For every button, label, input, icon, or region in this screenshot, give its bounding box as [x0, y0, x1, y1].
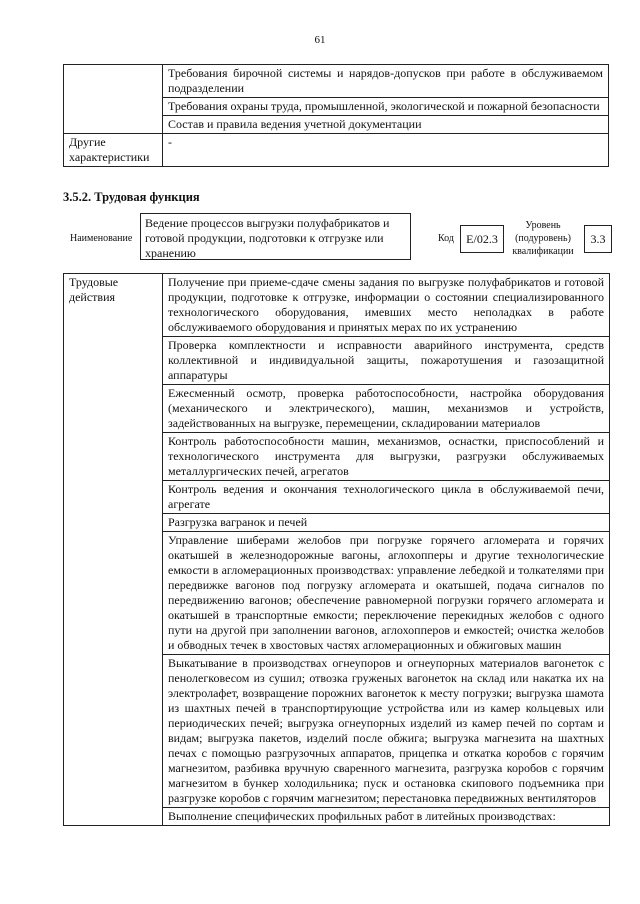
labor-actions-label: Трудовые действия [64, 274, 163, 826]
qualification-level-value: 3.3 [584, 225, 612, 253]
table-cell: Разгрузка вагранок и печей [163, 514, 610, 532]
table-cell: Контроль работоспособности машин, механизмов, оснастки, приспособлений и технологического инструмента для выгрузки, разгрузки обслуживаемых металлургических печей, агрегатов [163, 433, 610, 481]
name-label: Наименование [70, 233, 133, 244]
code-label: Код [438, 233, 454, 244]
empty-label-cell [64, 65, 163, 134]
table-cell: Проверка комплектности и исправности аварийного инструмента, средств коллективной и индивидуальной защиты, пожаротушения и газозащитной аппаратуры [163, 337, 610, 385]
table-cell: Получение при приеме-сдаче смены задания по выгрузке полуфабрикатов и готовой продукции, подготовке к отгрузке, информации о состоянии специализированного технологического оборудования, имевших место неполадках в работе обслуживаемого оборудования и принятых мерах по их устранению [163, 274, 610, 337]
table-cell: Управление шиберами желобов при погрузке горячего агломерата и горячих окатышей в железнодорожные вагоны, аглохопперы и другие технологические емкости в агломерационных производствах: управление лебедкой и толкателями при передвижке вагонов под погрузку агломерата и окатышей, подача сигналов по передвижению вагонов; обеспечение равномерной погрузки горячего агломерата и окатышей в транспортные емкости; переключение перекидных желобов с одного пути на другой при заполнении вагонов, аглохопперов и емкостей; очистка желобов и обводных течек в хвостовых частях агломерационных и обжиговых машин [163, 532, 610, 655]
table-cell: Ежесменный осмотр, проверка работоспособности, настройка оборудования (механического и электрического), машин, механизмов и устройств, задействованных на выгрузке, перемещении, складировании материалов [163, 385, 610, 433]
table-cell: Состав и правила ведения учетной документации [163, 116, 609, 134]
table-row [64, 65, 609, 98]
other-characteristics-label: Другие характеристики [64, 134, 163, 167]
table-row [64, 274, 610, 337]
section-title: 3.5.2. Трудовая функция [63, 190, 200, 204]
page-number: 61 [314, 34, 326, 46]
table-cell: Требования бирочной системы и нарядов-допусков при работе в обслуживаемом подразделении [163, 65, 609, 98]
table-row [64, 134, 609, 167]
labor-actions-table [63, 273, 610, 826]
table-cell: Выполнение специфических профильных работ в литейных производствах: [163, 808, 610, 826]
table-cell: Контроль ведения и окончания технологического цикла в обслуживаемой печи, агрегате [163, 481, 610, 514]
code-value: E/02.3 [460, 225, 504, 253]
qualification-level-label: Уровень (подуровень) квалификации [512, 220, 574, 257]
table-cell: Требования охраны труда, промышленной, экологической и пожарной безопасности [163, 98, 609, 116]
requirements-table [63, 64, 609, 167]
other-characteristics-value: - [163, 134, 609, 167]
function-name-value: Ведение процессов выгрузки полуфабрикатов и готовой продукции, подготовки к отгрузке или хранению [140, 213, 411, 260]
table-cell: Выкатывание в производствах огнеупоров и огнеупорных материалов вагонеток с пенолегковесом из сушил; отвозка груженых вагонеток на склад или накатка их на электролафет, возвращение порожних вагонеток к месту погрузки; выгрузка шамота из шахтных печей в транспортирующие устройства или из камер кольцевых или периодических печей; выгрузка огнеупорных изделий из камер печей по сортам и видам; выгрузка пакетов, изделий после обжига; выгрузка магнезита на шахтных печах с помощью разгрузочных аппаратов, прицепка и откатка коробов с горячим магнезитом, разбивка вручную сваренного магнезита, разгрузка коробов с горячим магнезитом в бункер холодильника; пуск и остановка скипового подъемника при разгрузке коробов с горячим магнезитом; перестановка передвижных вентиляторов [163, 655, 610, 808]
